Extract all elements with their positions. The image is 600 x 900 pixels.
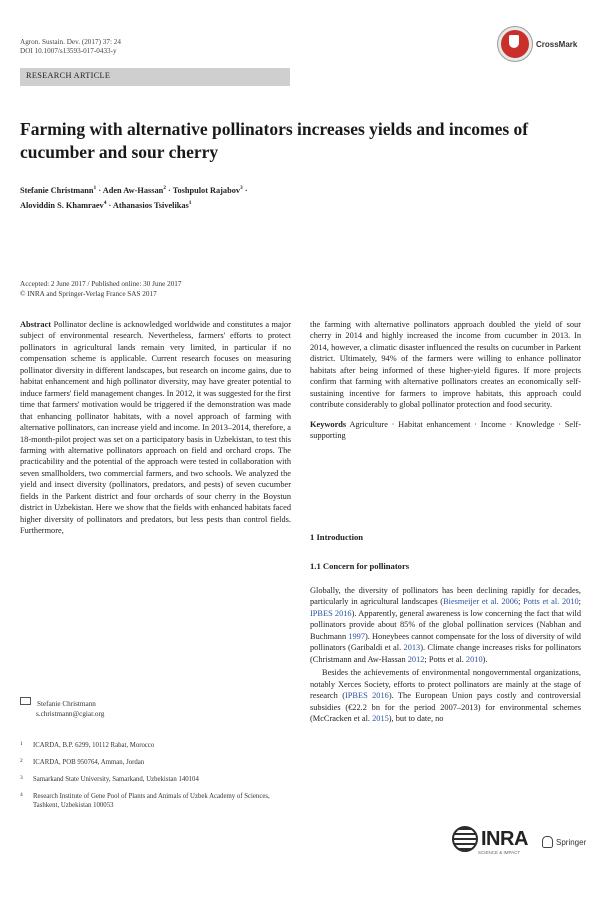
citation-link[interactable]: IPBES 2016: [344, 691, 389, 701]
body-text: ). Apparently, general awareness is low concerning the fact that wild pollinators provide about 85% of the global pollination services (Nabhan and Buchmann: [310, 608, 581, 641]
journal-citation: Agron. Sustain. Dev. (2017) 37: 24: [20, 38, 121, 46]
subsection-heading-concern: 1.1 Concern for pollinators: [310, 561, 410, 571]
citation-link[interactable]: 2012: [407, 654, 425, 664]
author-name: Toshpulot Rajabov: [172, 185, 240, 195]
body-text: ;: [578, 597, 581, 607]
affiliation-number: 3: [20, 775, 23, 781]
inra-globe-icon: [452, 826, 478, 852]
affiliation-text: Research Institute of Gene Pool of Plants and Animals of Uzbek Academy of Sciences, Tashkent, Uzbekistan 100053: [33, 793, 270, 809]
copyright-line: © INRA and Springer-Verlag France SAS 2017: [20, 289, 157, 298]
affiliation-1: [20, 741, 290, 750]
springer-horse-icon: [542, 836, 553, 848]
affiliation-3: [20, 775, 290, 784]
intro-paragraph-1: [310, 585, 581, 665]
body-text: Besides the achievements of environmental nongovernmental organizations, notably Xerces Society, efforts to protect pollinators are mainly at the stage of research (: [310, 668, 581, 701]
author-line-2: Aloviddin S. Khamraev$^4$ · Athanasios Tsivelikas$^1$: [20, 199, 192, 210]
author-affiliation-mark: 4: [103, 199, 107, 206]
introduction-text: [310, 585, 581, 724]
affiliation-text: Samarkand State University, Samarkand, Uzbekistan 140104: [33, 776, 199, 783]
crossmark-badge[interactable]: [498, 28, 588, 60]
author-line-1: Stefanie Christmann$^1$ · Aden Aw-Hassan$^2$ · Toshpulot Rajabov$^3$ ·: [20, 185, 248, 195]
envelope-icon: [20, 697, 31, 705]
body-text: ; Potts et al.: [424, 654, 466, 664]
affiliation-number: 4: [20, 792, 23, 798]
accepted-date: Accepted: 2 June 2017 / Published online: 30 June 2017: [20, 280, 182, 288]
body-text: Globally, the diversity of pollinators has been declining rapidly for decades, particularly in agricultural landscapes (: [310, 586, 581, 607]
citation-link[interactable]: Potts et al. 2010: [523, 597, 579, 607]
springer-logo-text: Springer: [556, 837, 587, 847]
inra-logo-text: INRA: [481, 827, 528, 850]
body-text: ).: [482, 654, 488, 664]
body-text: ;: [518, 597, 524, 607]
citation-link[interactable]: Biesmeijer et al. 2006: [443, 597, 519, 607]
citation-link[interactable]: 2013: [403, 643, 421, 653]
correspondence-name: Stefanie Christmann: [37, 700, 96, 708]
author-name: Aden Aw-Hassan: [102, 185, 164, 195]
body-text: ). Climate change increases risks for pollinators (Christmann and Aw-Hassan: [310, 643, 582, 664]
author-affiliation-mark: 3: [240, 185, 243, 191]
author-affiliation-mark: 2: [163, 185, 166, 191]
author-name: Aloviddin S. Khamraev: [20, 200, 104, 210]
article-title: Farming with alternative pollinators increases yields and incomes of cucumber and sour cherry: [20, 119, 529, 162]
citation-link[interactable]: 2015: [372, 713, 389, 723]
citation-link[interactable]: 1997: [348, 631, 365, 641]
crossmark-label: CrossMark: [536, 39, 578, 49]
section-heading-introduction: 1 Introduction: [310, 532, 364, 542]
body-text: ), but to date, no: [388, 713, 444, 723]
inra-tagline: SCIENCE & IMPACT: [478, 850, 521, 855]
affiliation-text: ICARDA, POB 950764, Amman, Jordan: [33, 759, 145, 766]
crossmark-icon: [498, 27, 532, 61]
citation-link[interactable]: IPBES 2016: [310, 608, 352, 618]
doi-text: DOI 10.1007/s13593-017-0433-y: [20, 47, 117, 55]
abstract-text-right: the farming with alternative pollinators approach doubled the yield of sour cherry in 2014 and highly increased the income from cucumber in 2013. In 2014, however, a climatic disaster influenced the results on cucumber in Parkent district. Ultimately, 94% of the farmers were willing to enhance pollinator habitats after being informed of these higher-yield figures. If more projects confirm that farming with alternative pollinators creates an economically self-sustaining incentive for farmers to improve habitats, this approach could contribute considerably to global pollinator protection and food security.: [310, 320, 581, 410]
affiliation-2: [20, 758, 290, 767]
author-name: Athanasios Tsivelikas: [112, 200, 189, 210]
body-text: ). Honeybees cannot compensate for the loss of diversity of wild pollinators (Garibaldi et al.: [310, 631, 581, 653]
affiliation-number: 2: [20, 758, 23, 764]
author-list: [20, 182, 580, 212]
abstract-left-column: [20, 319, 291, 537]
author-name: Stefanie Christmann: [20, 185, 94, 195]
affiliation-number: 1: [20, 741, 23, 747]
author-affiliation-mark: 1: [93, 185, 97, 191]
citation-link[interactable]: 2010: [465, 654, 483, 664]
article-type-label: RESEARCH ARTICLE: [26, 71, 111, 80]
affiliation-text: ICARDA, B.P. 6299, 10112 Rabat, Morocco: [33, 742, 155, 749]
correspondence-email[interactable]: s.christmann@cgiar.org: [36, 709, 105, 718]
intro-paragraph-2: [310, 667, 581, 724]
affiliation-4: [20, 792, 290, 810]
author-affiliation-mark: 1: [188, 199, 192, 206]
abstract-label: Abstract: [20, 320, 52, 329]
body-text: ). The European Union pays costly and controversial subsidies (€22.2 bn for the period 2007–2013) for environmental schemes (McCracken et al.: [310, 691, 582, 723]
article-type-banner: [20, 68, 290, 86]
publication-dates: [20, 280, 182, 299]
springer-logo: [542, 836, 586, 848]
keywords-text: Agriculture · Habitat enhancement · Income · Knowledge · Self-supporting: [310, 419, 581, 441]
abstract-right-column: [310, 319, 581, 442]
inra-logo: [452, 826, 528, 852]
abstract-text-left: Pollinator decline is acknowledged worldwide and constitutes a major subject of environmental research. Nevertheless, farmers' efforts to protect pollinators in agricultural lands remain very limited, in particular if no compensation scheme is applicable. Current research focuses on measuring pollinator diversity in different landscapes, but research on income gains, due to habitat enhancement and high pollinator diversity, may have greater potential to induce farmers' field management changes. In 2012, it was suggested for the first time that farmers' motivation would be triggered if the demonstration was made that enhancing pollinator habitats, with a novel approach of farming with alternative pollinators, can increase yield and income. In 2013–2014, therefore, a 18-month-pilot project was set on a participatory basis in Uzbekistan, to test this farming with alternative pollinators approach on field and orchard crops. The practicability and the potential of the approach were tested in collaboration with seven smallholders, two commercial farmers, and two schools. We analyzed the yield and insect diversity (pollinators, predators, and pests) of seven cucumber fields in the Parkent district and four orchards of sour cherry in the Boystun district in Uzbekistan. Here we show that the fields with enhanced habitats faced higher diversity of pollinators and predators, but less pests than control fields. Furthermore,: [20, 320, 291, 536]
correspondence-block: [20, 697, 104, 719]
publisher-logos: [452, 826, 592, 862]
keywords-label: Keywords: [310, 419, 347, 429]
